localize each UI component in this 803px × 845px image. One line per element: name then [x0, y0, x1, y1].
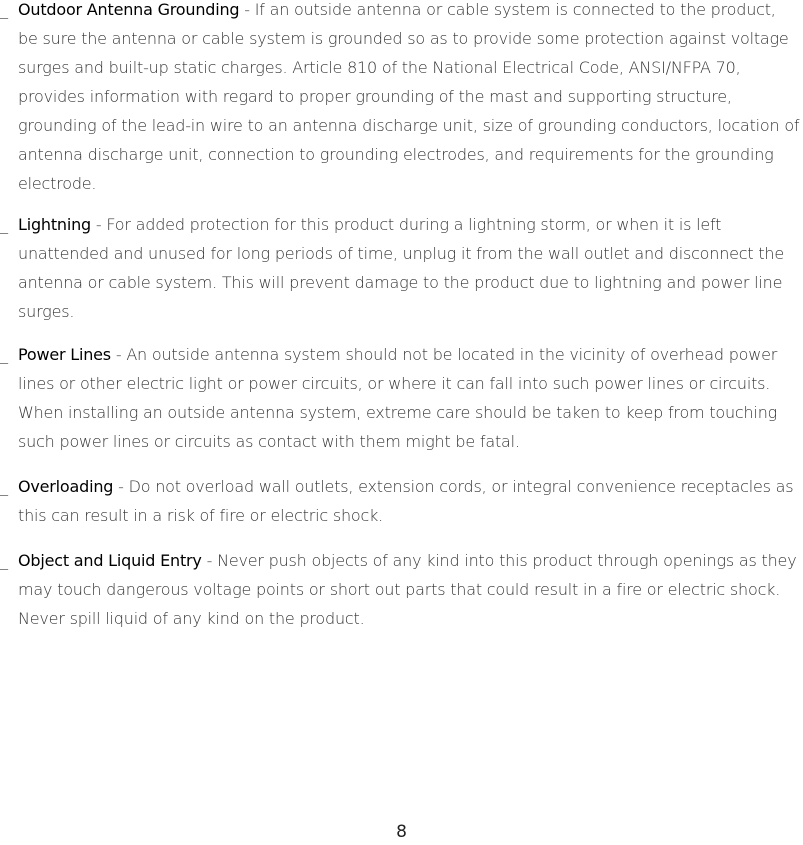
safety-item-lightning — [0, 210, 800, 326]
item-text: Do not overload wall outlets, extension cords, or integral convenience receptacles as this can result in a risk of fire or electric shock. — [18, 477, 794, 525]
item-text: For added protection for this product during a lightning storm, or when it is left unattended and unused for long periods of time, unplug it from the wall outlet and disconnect the antenna or cable system. This will prevent damage to the product due to lightning and power line surges. — [18, 215, 785, 321]
safety-item-power-lines — [0, 340, 800, 456]
item-text: Never push objects of any kind into this product through openings as they may touch dangerous voltage points or short out parts that could result in a fire or electric shock. Never spill liquid of any kind on the product. — [18, 551, 797, 628]
bullet-marker: _ — [0, 345, 8, 364]
item-term: Outdoor Antenna Grounding — [18, 0, 240, 19]
item-text: If an outside antenna or cable system is connected to the product, be sure the antenna or cable system is grounded so as to provide some protection against voltage surges and built-up static charges. Article 810 of the National Electrical Code, ANSI/NFPA 70, provides information with regard to proper grounding of the mast and supporting structure, grounding of the lead-in wire to an antenna discharge unit, size of grounding conductors, location of antenna discharge unit, connection to grounding electrodes, and requirements for the grounding electrode. — [18, 0, 800, 193]
bullet-marker: _ — [0, 0, 8, 19]
item-term: Object and Liquid Entry — [18, 551, 202, 570]
safety-item-object-and-liquid-entry — [0, 546, 800, 633]
bullet-marker: _ — [0, 215, 8, 234]
safety-item-outdoor-antenna-grounding — [0, 0, 800, 198]
item-term: Power Lines — [18, 345, 111, 364]
safety-item-overloading — [0, 472, 800, 530]
item-separator: - — [239, 0, 255, 19]
bullet-marker: _ — [0, 477, 8, 496]
item-term: Overloading — [18, 477, 114, 496]
item-term: Lightning — [18, 215, 92, 234]
item-text: An outside antenna system should not be located in the vicinity of overhead power lines or other electric light or power circuits, or where it can fall into such power lines or circuits. When installing an outside antenna system, extreme care should be taken to keep from touching such power lines or circuits as contact with them might be fatal. — [18, 345, 778, 451]
bullet-marker: _ — [0, 551, 8, 570]
item-separator: - — [201, 551, 218, 570]
item-separator: - — [110, 345, 127, 364]
item-separator: - — [113, 477, 129, 496]
page-number: 8 — [396, 822, 407, 842]
item-separator: - — [91, 215, 107, 234]
